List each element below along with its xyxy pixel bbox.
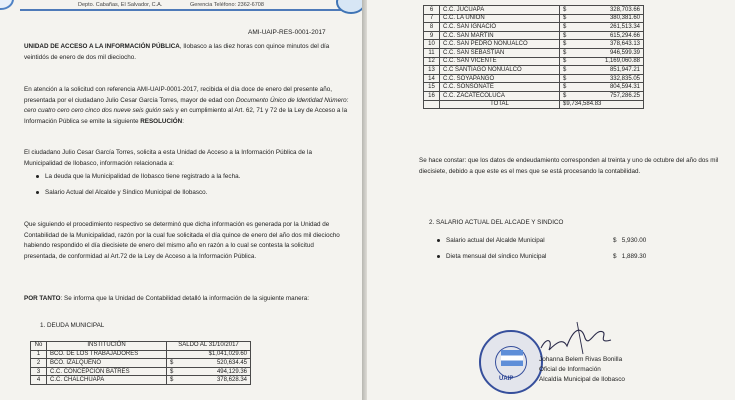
left-document-page xyxy=(0,0,362,400)
total-label: TOTAL xyxy=(440,100,560,109)
table-header-row xyxy=(31,342,251,351)
row-amount: $ 378,643.13 xyxy=(560,40,644,49)
table-total-row xyxy=(424,100,644,109)
salary-amount: $ 1,889.30 xyxy=(613,253,647,260)
row-institution: C.C. CHALCHUAPA xyxy=(47,376,167,385)
bullet-icon xyxy=(437,255,440,258)
col-header-institution: INSTITUCIÓN xyxy=(47,342,167,351)
resolution-reference: AMI-UAIP-RES-0001-2017 xyxy=(248,29,326,36)
row-institution: C.C. SONSONATE xyxy=(440,83,560,92)
table-row xyxy=(424,91,644,100)
col-header-no: No xyxy=(31,342,47,351)
letterhead-address: Depto. Cabañas, El Salvador, C.A. xyxy=(78,2,163,8)
list-item: Salario Actual del Alcalde y Síndico Municipal de Ilobasco. xyxy=(36,188,207,199)
stamp-label: UAIP xyxy=(499,376,514,382)
table-row xyxy=(31,367,251,376)
row-amount: $ 615,294.66 xyxy=(560,31,644,40)
row-amount: $ 757,286.25 xyxy=(560,91,644,100)
signer-block xyxy=(539,355,625,385)
row-amount: $ 1,169,060.88 xyxy=(560,57,644,66)
list-item: Salario actual del Alcalde Municipal xyxy=(437,236,545,247)
row-amount: $ 520,634.45 xyxy=(167,359,251,368)
handwritten-signature-icon xyxy=(537,318,617,358)
letterhead xyxy=(0,0,362,14)
row-institution: C.C. CONCEPCIÓN BATRES xyxy=(47,367,167,376)
row-amount: $ 494,129.36 xyxy=(167,367,251,376)
row-institution: C.C. SAN PEDRO NONUALCO xyxy=(440,40,560,49)
row-number: 2 xyxy=(31,359,47,368)
row-number: 8 xyxy=(424,23,440,32)
row-number: 9 xyxy=(424,31,440,40)
list-item: Dieta mensual del síndico Municipal xyxy=(437,252,546,263)
row-number: 14 xyxy=(424,74,440,83)
table-row xyxy=(31,376,251,385)
row-amount: $ 851,947.21 xyxy=(560,66,644,75)
row-number: 10 xyxy=(424,40,440,49)
signer-office: Alcaldía Municipal de Ilobasco xyxy=(539,376,625,383)
row-institution: C.C. LA UNION xyxy=(440,14,560,23)
request-paragraph: En atención a la solicitud con referencia AMI-UAIP-0001-2017, recibida el día doce de enero del presente año, presentada por el ciudadano Julio Cesar García Torres, mayor de edad con Documento Único de Identidad Número: cero cuatro cero cero cinco dos nueve seis guión seis y en cumplimiento al Art. 62, 71 y 72 de la Ley de Acceso a la Información Pública se emite la siguiente RESOLUCIÓN: xyxy=(24,86,349,125)
row-institution: C.C. JUCUAPA xyxy=(440,6,560,15)
row-number: 12 xyxy=(424,57,440,66)
letterhead-phone: Gerencia Teléfono: 2362-6708 xyxy=(190,2,264,8)
section-heading-deuda: 1. DEUDA MUNICIPAL xyxy=(40,322,105,329)
bullet-icon xyxy=(36,191,39,194)
row-amount: $ 804,594.31 xyxy=(560,83,644,92)
row-institution: BCO. DE LOS TRABAJADORES xyxy=(47,350,167,359)
row-number: 11 xyxy=(424,48,440,57)
signer-name: Johanna Belem Rivas Bonilla xyxy=(539,356,623,363)
row-number: 7 xyxy=(424,14,440,23)
debt-table-part1 xyxy=(30,341,251,385)
row-amount: $ 378,628.34 xyxy=(167,376,251,385)
row-amount: $ 946,599.39 xyxy=(560,48,644,57)
table-row xyxy=(424,23,644,32)
signer-role: Oficial de Información xyxy=(539,366,601,373)
debt-note-paragraph: Se hace constar: que los datos de endeudamiento corresponden al treinta y uno de octubre del año dos mil diecisiete, debido a que este es el mes que se está procesando la contabilidad. xyxy=(419,157,719,175)
row-institution: C.C. SAN MARTIN xyxy=(440,31,560,40)
row-amount: $ 332,835.05 xyxy=(560,74,644,83)
table-row xyxy=(424,66,644,75)
table-row xyxy=(424,48,644,57)
table-row xyxy=(424,83,644,92)
table-row xyxy=(424,40,644,49)
letterhead-band xyxy=(20,9,350,11)
total-amount: $9,734,584.83 xyxy=(560,100,644,109)
col-header-balance: SALDO AL 31/10/2017 xyxy=(167,342,251,351)
row-institution: C.C. SAN SEBASTIAN xyxy=(440,48,560,57)
coat-of-arms-icon xyxy=(501,350,523,366)
bullet-icon xyxy=(437,239,440,242)
row-institution: C.C. SOYAPANGO xyxy=(440,74,560,83)
right-document-page xyxy=(367,0,735,400)
table-row xyxy=(424,6,644,15)
row-number: 4 xyxy=(31,376,47,385)
row-number xyxy=(424,100,440,109)
row-number: 16 xyxy=(424,91,440,100)
por-tanto-paragraph: POR TANTO: Se informa que la Unidad de Contabilidad detalló la información de la siguiente manera: xyxy=(24,295,310,302)
row-amount: $ 261,513.34 xyxy=(560,23,644,32)
list-item: La deuda que la Municipalidad de Ilobasco tiene registrado a la fecha. xyxy=(36,172,240,183)
intro-paragraph: UNIDAD DE ACCESO A LA INFORMACIÓN PÚBLICA, Ilobasco a las diez horas con quince minutos del día veintidós de enero de dos mil dieciocho. xyxy=(24,43,330,61)
procedure-paragraph: Que siguiendo el procedimiento respectivo se determinó que dicha información es generada por la Unidad de Contabilidad de la Municipalidad, razón por la cual fue solicitada el día quince de enero del año dos mil dieciocho habiendo respondido el día diecisiete de enero del mismo año en razón a lo cual se contesta la solicitud presentada, de conformidad al Art.72 de la Ley de Acceso a la Información Pública. xyxy=(24,221,340,260)
row-number: 6 xyxy=(424,6,440,15)
table-row xyxy=(424,14,644,23)
row-number: 15 xyxy=(424,83,440,92)
row-number: 13 xyxy=(424,66,440,75)
row-amount: $1,041,029.60 xyxy=(167,350,251,359)
row-institution: C.C. SAN VICENTE xyxy=(440,57,560,66)
row-institution: C.C SANTIAGO NONUALCO xyxy=(440,66,560,75)
row-institution: C.C. SAN IGNACIO xyxy=(440,23,560,32)
row-institution: C.C. ZACATECOLUCA xyxy=(440,91,560,100)
row-number: 1 xyxy=(31,350,47,359)
table-row xyxy=(424,57,644,66)
citizen-request-paragraph: El ciudadano Julio Cesar García Torres, solicita a esta Unidad de Acceso a la Información Pública de la Municipalidad de Ilobasco, información relacionada a: xyxy=(24,149,312,167)
row-number: 3 xyxy=(31,367,47,376)
section-heading-salary: 2. SALARIO ACTUAL DEL ALCADE Y SINDICO xyxy=(429,219,564,226)
official-stamp-icon xyxy=(479,330,543,394)
row-institution: BCO. IZALQUEÑO xyxy=(47,359,167,368)
table-row xyxy=(424,74,644,83)
row-amount: $ 328,703.66 xyxy=(560,6,644,15)
table-row xyxy=(424,31,644,40)
table-row xyxy=(31,359,251,368)
row-amount: $ 380,381.60 xyxy=(560,14,644,23)
bullet-icon xyxy=(36,175,39,178)
debt-table-part2 xyxy=(423,5,644,109)
table-row xyxy=(31,350,251,359)
salary-amount: $ 5,930.00 xyxy=(613,237,647,244)
